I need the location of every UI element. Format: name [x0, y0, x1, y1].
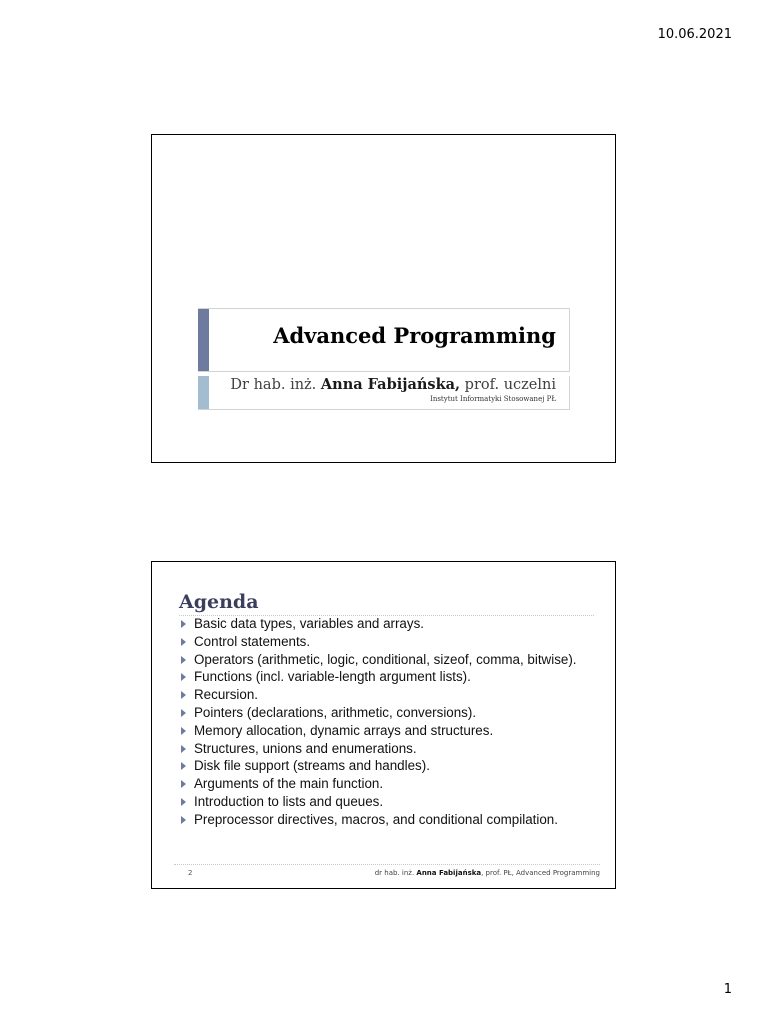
slide-number: 2	[188, 869, 193, 877]
list-item-text: Recursion.	[194, 687, 259, 703]
triangle-bullet-icon	[181, 762, 186, 770]
triangle-bullet-icon	[181, 745, 186, 753]
list-item-text: Structures, unions and enumerations.	[194, 740, 417, 756]
triangle-bullet-icon	[181, 638, 186, 646]
list-item-text: Functions (incl. variable-length argument lists).	[194, 669, 471, 685]
list-item	[179, 651, 599, 667]
slide-footer	[375, 869, 600, 877]
institute-line: Instytut Informatyki Stosowanej PŁ	[430, 395, 556, 403]
triangle-bullet-icon	[181, 709, 186, 717]
footer-suffix: , prof. PŁ, Advanced Programming	[481, 869, 600, 877]
title-bar	[198, 308, 570, 372]
author-bar	[198, 376, 570, 410]
triangle-bullet-icon	[181, 780, 186, 788]
list-item-text: Basic data types, variables and arrays.	[194, 616, 424, 631]
list-item-text: Disk file support (streams and handles).	[194, 758, 430, 774]
author-line	[230, 376, 556, 393]
triangle-bullet-icon	[181, 798, 186, 806]
slide-title: Advanced Programming	[273, 323, 556, 348]
list-item	[179, 793, 599, 809]
slide-1	[151, 134, 616, 463]
list-item-text: Operators (arithmetic, logic, conditional, sizeof, comma, bitwise).	[194, 651, 577, 667]
footer-prefix: dr hab. inż.	[374, 869, 417, 877]
triangle-bullet-icon	[181, 656, 186, 664]
slide-2	[151, 561, 616, 889]
triangle-bullet-icon	[181, 620, 186, 628]
title-accent-bar	[198, 309, 209, 371]
page-number: 1	[723, 982, 732, 997]
page-date: 10.06.2021	[657, 27, 732, 42]
triangle-bullet-icon	[181, 727, 186, 735]
list-item	[179, 633, 599, 649]
triangle-bullet-icon	[181, 691, 186, 699]
triangle-bullet-icon	[181, 673, 186, 681]
list-item	[179, 722, 599, 738]
list-item	[179, 778, 599, 791]
list-item-text: Control statements.	[194, 633, 311, 649]
list-item-text: Introduction to lists and queues.	[194, 793, 384, 809]
list-item	[179, 740, 599, 756]
author-prefix: Dr hab. inż.	[230, 377, 321, 393]
list-item-text: Preprocessor directives, macros, and conditional compilation.	[194, 811, 558, 827]
list-item	[179, 704, 599, 720]
list-item-text: Memory allocation, dynamic arrays and structures.	[194, 722, 494, 738]
list-item-text: Pointers (declarations, arithmetic, conversions).	[194, 704, 477, 720]
author-accent-bar	[198, 376, 209, 409]
triangle-bullet-icon	[181, 816, 186, 824]
agenda-title: Agenda	[179, 591, 259, 613]
list-item	[179, 760, 599, 773]
author-name: Anna Fabijańska,	[320, 376, 461, 393]
footer-divider	[174, 864, 600, 865]
footer-name: Anna Fabijańska	[416, 869, 482, 877]
list-item-text: Arguments of the main function.	[194, 776, 384, 792]
agenda-list	[179, 618, 599, 832]
list-item	[179, 618, 599, 631]
list-item	[179, 689, 599, 702]
author-suffix: prof. uczelni	[460, 377, 556, 393]
list-item	[179, 671, 599, 684]
list-item	[179, 811, 599, 827]
